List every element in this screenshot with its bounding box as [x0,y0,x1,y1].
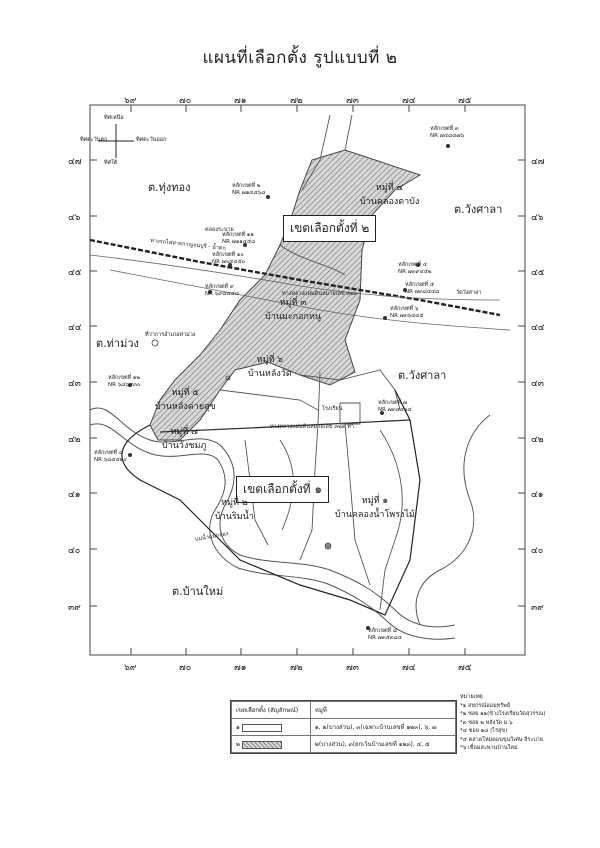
grid-label: ๗๕ [458,96,472,106]
grid-label: ๗๐ [179,663,192,673]
grid-label: ๔๕ [531,268,545,278]
office-label: ที่ว่าการอำเภอท่าม่วง [145,332,196,338]
boundary-marker: หลักเขตที่ ๒ NR ๗๑๔๔๖๘ [232,183,266,196]
river-label: แม่น้ำแม่กลอง [194,531,230,543]
grid-label: ๗๔ [402,96,416,106]
grid-label: ๗๕ [458,663,472,673]
railway-label: ทางรถไฟสายกาญจนบุรี - น้ำตก [149,238,226,252]
grid-label: ๗๓ [346,96,359,106]
note-item: *๖ เชื่อมสะพานบ้านใหม่ [460,745,518,751]
zone1-label: เขตเลือกตั้งที่ ๑ [236,476,329,503]
grid-label: ๗๒ [290,663,303,673]
village-1: หมู่ที่ ๑ บ้านคลองน้ำโพรงไม้ [335,496,415,520]
note-item: *๔ ซอย ๑๘ (ไร่สุข) [460,728,508,734]
grid-label: ๗๓ [346,663,359,673]
legend-header-village: หมู่ที่ [310,702,455,719]
notes [460,693,545,753]
grid-label: ๗๒ [290,96,303,106]
grid-label: ๓๙ [531,603,544,613]
village-3: หมู่ที่ ๓ บ้านมะกอกหนู [265,298,322,322]
village-7: หมู่ที่ ๗ บ้านวังชมภู [162,427,207,451]
boundary-marker: หลักเขตที่ ๓ NR ๗๔๘๔๗๖ [430,126,465,139]
grid-label: ๗๐ [179,96,192,106]
compass-east: ทิศตะวันออก [136,137,167,143]
page-title: แผนที่เลือกตั้ง รูปแบบที่ ๒ [202,48,398,68]
east-river [416,415,490,625]
grid-label: ๔๕ [68,268,82,278]
compass-north: ทิศเหนือ [104,115,124,121]
grid-label: ๔๖ [531,213,544,223]
village-6: หมู่ที่ ๖ บ้านหลังวัด [248,355,292,379]
grid-label: ๔๓ [531,379,544,389]
grid-label: ๓๙ [68,603,81,613]
grid-label: ๔๔ [531,323,545,333]
river-bank [90,424,455,639]
grid-label: ๖๙ [124,96,137,106]
legend-villages-1: ๑, ๒(บางส่วน), ๓(เฉพาะบ้านเลขที่ ๑๒๓), ๖, ๗ [310,719,455,736]
grid-label: ๔๓ [68,379,81,389]
legend-villages-2: ๒(บางส่วน), ๓(ยกเว้นบ้านเลขที่ ๑๒๓), ๔, ๕ [310,736,455,753]
grid-label: ๔๑ [531,490,544,500]
legend-swatch-hatch [242,741,282,749]
compass-south: ทิศใต้ [104,160,118,166]
legend-swatch-plain [242,724,282,732]
grid-label: ๗๑ [234,96,247,106]
village-4: หมู่ที่ ๔ บ้านคลองตาบัง [360,183,420,207]
highway-label: ทางหลวงแผ่นดินหมายเลข ๓๒๓ ทา [270,424,354,430]
grid-label: ๔๒ [531,435,544,445]
boundary-marker: หลักเขตที่ ๕ NR ๗๓๘๔๔๘ [405,282,440,295]
subdistrict-label: ต.วังศาลา [454,203,503,216]
legend-table [230,700,457,754]
grid-label: ๔๗ [68,157,82,167]
grid-label: ๔๔ [68,323,82,333]
grid-label: ๔๗ [531,157,545,167]
compass-west: ทิศตะวันตก [80,137,108,143]
grid-label: ๔๖ [68,213,81,223]
grid-label: ๔๐ [68,546,81,556]
note-item: *๓ ซอย ๒ หลังวัด ม.๖ [460,719,513,726]
grid-label: ๔๑ [68,490,81,500]
canal-label: คลองระบาย [205,227,234,233]
boundary-marker: หลักเขตที่ ๖ NR ๗๓๖๔๔๕ [390,306,424,319]
subdistrict-label: ต.บ้านใหม่ [172,585,224,598]
grid-label: ๔๒ [68,435,81,445]
grid-label: ๖๙ [124,663,137,673]
legend-row-1: ๑ [232,719,311,736]
legend-row-2: ๒ [232,736,311,753]
notes-heading: หมายเหตุ [460,694,483,700]
road-label: ทางหลวงแผ่นดินหมายเลข ๓๒๓ [282,291,358,297]
wat-label: วัดวังศาลา [456,290,482,296]
note-item: *๑ สหกรณ์ออมทรัพย์ [460,702,511,709]
legend-header-zone: เขตเลือกตั้ง (สัญลักษณ์) [232,702,311,719]
grid-label: ๗๑ [234,663,247,673]
note-item: *๒ ซอย ๑๑(ข้างโรงเรียนวัดสุวรรณ) [460,711,546,717]
boundary-marker: หลักเขตที่ ๑๑ NR ๗๑๑๔๕๘ [222,232,256,245]
grid-label: ๔๐ [531,546,544,556]
village-5: หมู่ที่ ๕ บ้านหลังค่ายสุข [155,388,216,412]
note-item: *๕ ตลาดใหม่ดอนขุนวิเศษ จีระบาย [460,736,544,743]
boundary-marker: หลักเขตที่ ๔ NR ๗๓๙๔๕๒ [398,262,432,275]
point-symbol [152,340,158,346]
subdistrict-label: ต.ทุ่งทอง [148,181,191,194]
boundary-marker: หลักเขตที่ ๘ NR ๖๘๔๔๒๐ [94,450,127,463]
school-label: โรงเรียน [322,406,343,412]
subdistrict-label: ต.ท่าม่วง [96,337,139,350]
grid-label: ๗๔ [402,663,416,673]
boundary-marker: หลักเขตที่ ๗ NR ๗๓๔๔๒๔ [378,400,412,413]
subdistrict-label: ต.วังศาลา [398,369,447,382]
boundary-marker: หลักเขตที่ ๙ NR ๖๙๘๔๔๘ [205,284,240,297]
zone2-label: เขตเลือกตั้งที่ ๒ [283,215,376,242]
point-symbol [325,543,331,549]
village-2: หมู่ที่ ๒ บ้านริมน้ำ [215,498,254,522]
boundary-marker: หลักเขตที่ ๑๒ NR ๖๘๖๔๓๐ [108,375,141,388]
boundary-marker: หลักเขตที่ ๘ NR ๗๓๕๓๘๔ [368,628,402,641]
boundary-marker: หลักเขตที่ ๑๐ NR ๗๐๔๔๕๐ [212,252,246,265]
